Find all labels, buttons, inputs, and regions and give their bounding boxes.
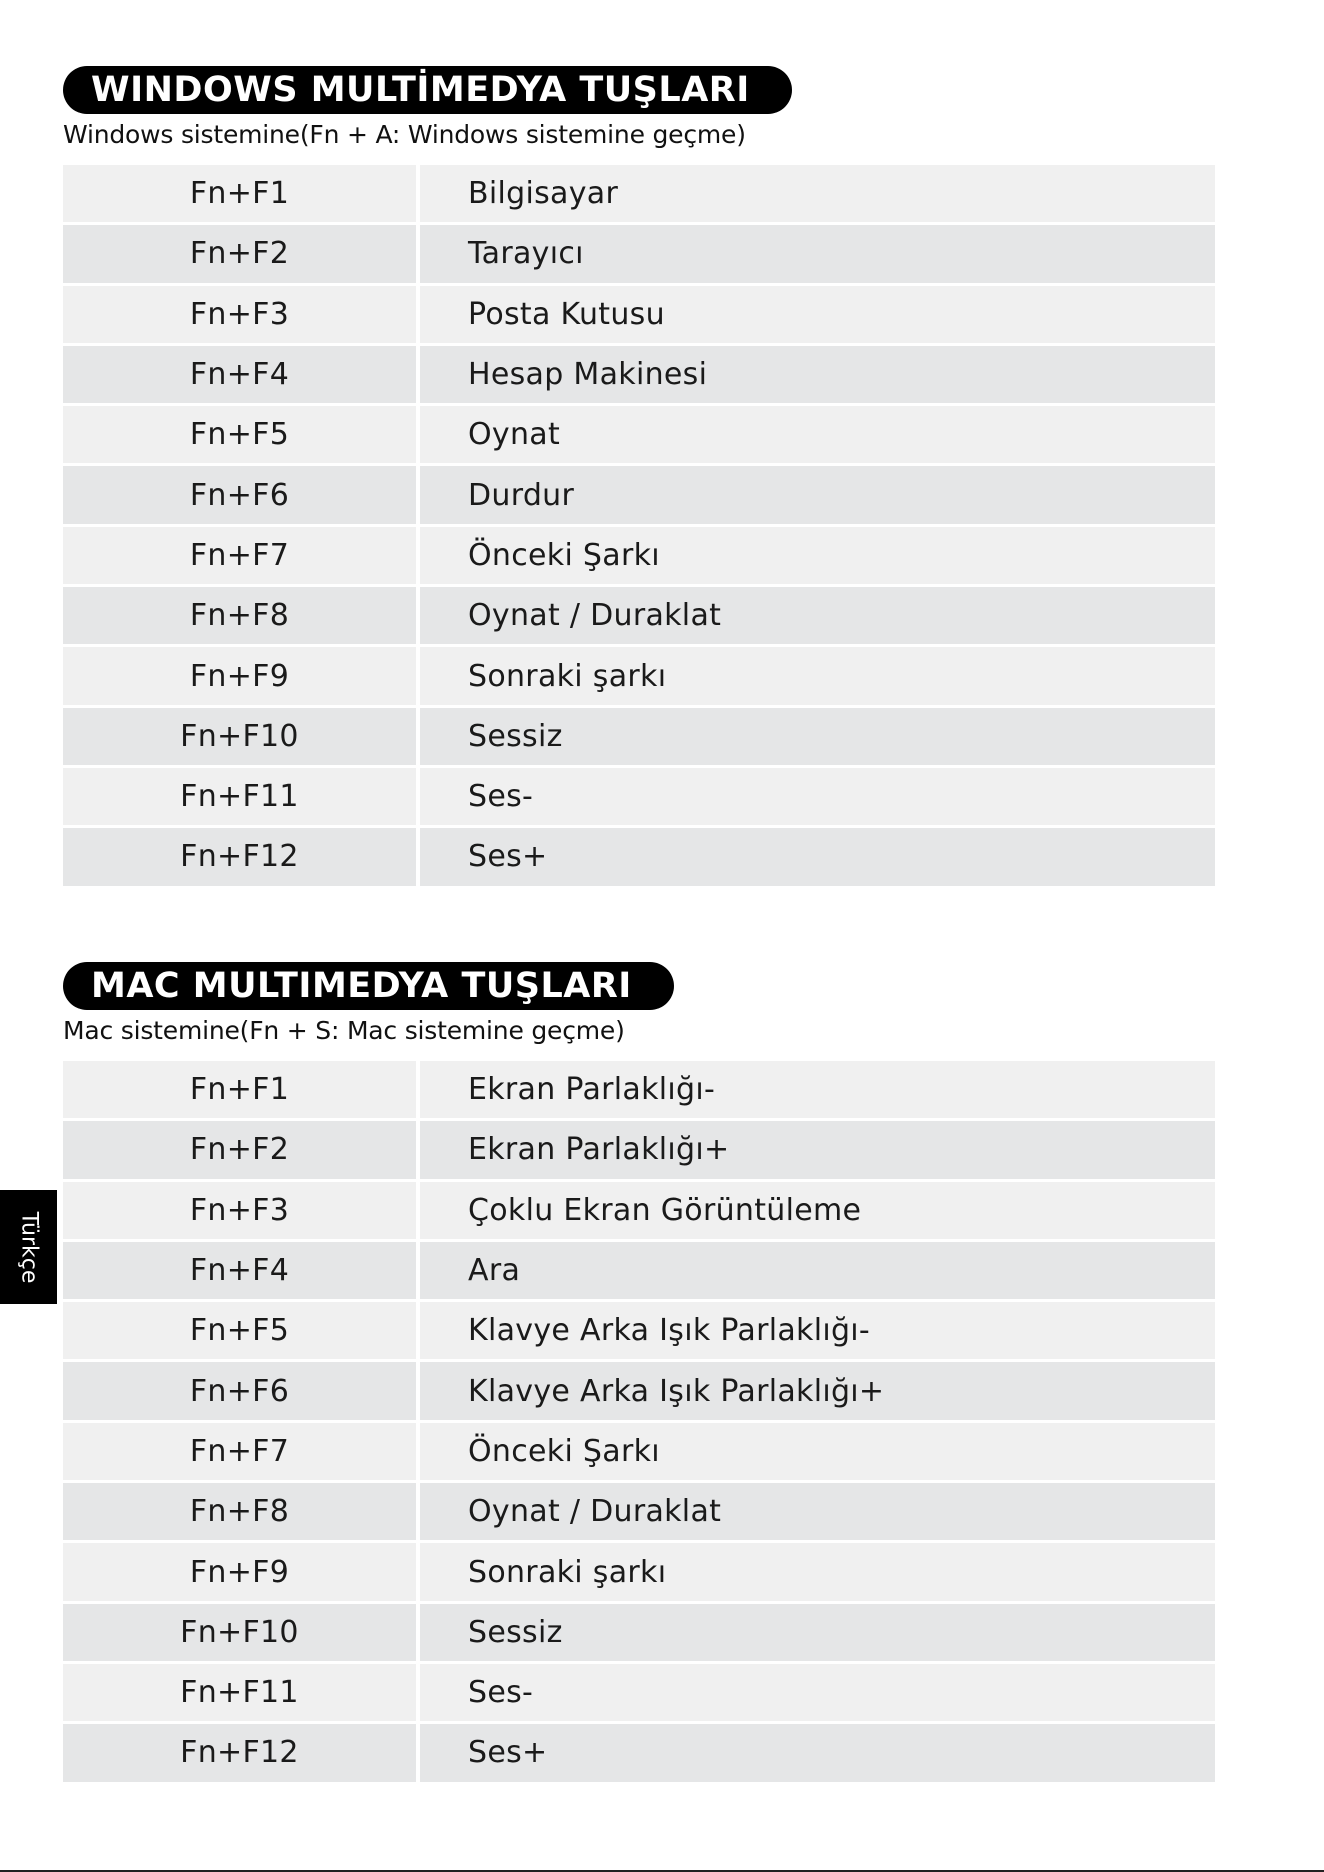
shortcut-key-cell: Fn+F3 (63, 286, 416, 343)
shortcut-key-cell: Fn+F6 (63, 1362, 416, 1419)
table-row (63, 1483, 1215, 1543)
shortcut-function-cell: Klavye Arka Işık Parlaklığı- (420, 1302, 1215, 1359)
shortcut-key-cell: Fn+F10 (63, 1604, 416, 1661)
windows-section-heading: WINDOWS MULTİMEDYA TUŞLARI (63, 66, 792, 114)
table-row (63, 1543, 1215, 1603)
windows-multimedia-section (63, 66, 1215, 889)
shortcut-function-cell: Çoklu Ekran Görüntüleme (420, 1182, 1215, 1239)
language-tab (0, 1190, 57, 1304)
shortcut-function-cell: Oynat (420, 406, 1215, 463)
windows-shortcut-table (63, 165, 1215, 889)
shortcut-key-cell: Fn+F6 (63, 466, 416, 523)
shortcut-function-cell: Sonraki şarkı (420, 647, 1215, 704)
table-row (63, 1362, 1215, 1422)
shortcut-function-cell: Sessiz (420, 1604, 1215, 1661)
shortcut-function-cell: Klavye Arka Işık Parlaklığı+ (420, 1362, 1215, 1419)
shortcut-function-cell: Bilgisayar (420, 165, 1215, 222)
language-tab-label: Türkçe (16, 1211, 41, 1283)
table-row (63, 1121, 1215, 1181)
shortcut-function-cell: Ses- (420, 1664, 1215, 1721)
shortcut-key-cell: Fn+F5 (63, 1302, 416, 1359)
table-row (63, 1302, 1215, 1362)
table-row (63, 346, 1215, 406)
table-row (63, 165, 1215, 225)
shortcut-key-cell: Fn+F9 (63, 1543, 416, 1600)
table-row (63, 406, 1215, 466)
table-row (63, 828, 1215, 888)
shortcut-key-cell: Fn+F10 (63, 708, 416, 765)
table-row (63, 1724, 1215, 1784)
shortcut-key-cell: Fn+F9 (63, 647, 416, 704)
shortcut-function-cell: Ara (420, 1242, 1215, 1299)
shortcut-key-cell: Fn+F4 (63, 346, 416, 403)
table-row (63, 527, 1215, 587)
table-row (63, 1604, 1215, 1664)
shortcut-function-cell: Ses+ (420, 828, 1215, 885)
shortcut-function-cell: Hesap Makinesi (420, 346, 1215, 403)
shortcut-key-cell: Fn+F12 (63, 828, 416, 885)
shortcut-function-cell: Posta Kutusu (420, 286, 1215, 343)
mac-shortcut-table (63, 1061, 1215, 1785)
shortcut-key-cell: Fn+F3 (63, 1182, 416, 1239)
mac-multimedia-section (63, 962, 1215, 1785)
shortcut-function-cell: Ekran Parlaklığı- (420, 1061, 1215, 1118)
table-row (63, 466, 1215, 526)
shortcut-function-cell: Önceki Şarkı (420, 527, 1215, 584)
shortcut-function-cell: Ekran Parlaklığı+ (420, 1121, 1215, 1178)
shortcut-function-cell: Ses- (420, 768, 1215, 825)
shortcut-function-cell: Tarayıcı (420, 225, 1215, 282)
shortcut-key-cell: Fn+F8 (63, 1483, 416, 1540)
table-row (63, 286, 1215, 346)
mac-section-subtitle: Mac sistemine(Fn + S: Mac sistemine geçme) (63, 1016, 625, 1045)
table-row (63, 768, 1215, 828)
shortcut-function-cell: Oynat / Duraklat (420, 587, 1215, 644)
shortcut-function-cell: Durdur (420, 466, 1215, 523)
shortcut-key-cell: Fn+F11 (63, 768, 416, 825)
table-row (63, 1182, 1215, 1242)
shortcut-key-cell: Fn+F5 (63, 406, 416, 463)
table-row (63, 587, 1215, 647)
windows-section-subtitle: Windows sistemine(Fn + A: Windows sistemine geçme) (63, 120, 746, 149)
table-row (63, 1664, 1215, 1724)
shortcut-function-cell: Önceki Şarkı (420, 1423, 1215, 1480)
shortcut-key-cell: Fn+F2 (63, 1121, 416, 1178)
table-row (63, 708, 1215, 768)
table-row (63, 1061, 1215, 1121)
shortcut-key-cell: Fn+F8 (63, 587, 416, 644)
table-row (63, 1242, 1215, 1302)
shortcut-function-cell: Oynat / Duraklat (420, 1483, 1215, 1540)
mac-section-heading: MAC MULTIMEDYA TUŞLARI (63, 962, 674, 1010)
shortcut-key-cell: Fn+F7 (63, 527, 416, 584)
shortcut-function-cell: Sessiz (420, 708, 1215, 765)
shortcut-key-cell: Fn+F4 (63, 1242, 416, 1299)
shortcut-function-cell: Sonraki şarkı (420, 1543, 1215, 1600)
shortcut-key-cell: Fn+F1 (63, 1061, 416, 1118)
shortcut-key-cell: Fn+F7 (63, 1423, 416, 1480)
table-row (63, 225, 1215, 285)
table-row (63, 1423, 1215, 1483)
shortcut-function-cell: Ses+ (420, 1724, 1215, 1781)
shortcut-key-cell: Fn+F12 (63, 1724, 416, 1781)
shortcut-key-cell: Fn+F2 (63, 225, 416, 282)
table-row (63, 647, 1215, 707)
shortcut-key-cell: Fn+F11 (63, 1664, 416, 1721)
shortcut-key-cell: Fn+F1 (63, 165, 416, 222)
